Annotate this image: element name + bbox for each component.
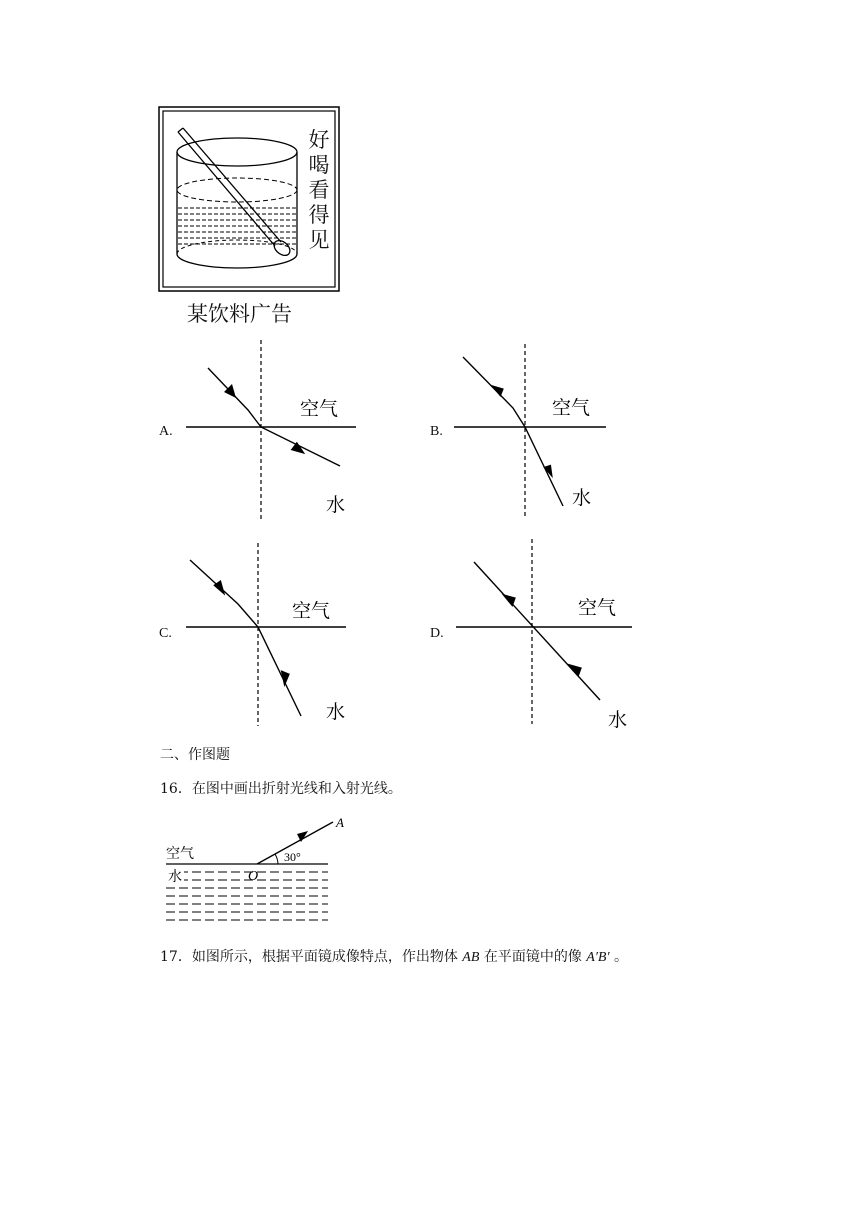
slogan-char: 见 <box>308 228 330 252</box>
slogan-char: 好 <box>308 128 330 152</box>
water-label: 水 <box>326 494 346 516</box>
option-a-diagram <box>180 336 370 526</box>
option-c-letter: C. <box>159 626 172 641</box>
option-a-letter: A. <box>159 424 173 439</box>
slogan-char: 喝 <box>308 153 330 177</box>
option-d-diagram <box>450 536 650 732</box>
air-label: 空气 <box>292 600 331 622</box>
water-label: 水 <box>326 701 346 723</box>
q17-middle: 在平面镜中的像 <box>479 949 587 965</box>
q16-diagram <box>158 814 358 926</box>
ad-caption: 某饮料广告 <box>187 302 292 326</box>
option-b-diagram <box>450 340 640 530</box>
water-label: 水 <box>608 709 628 731</box>
water-label: 水 <box>168 869 182 885</box>
point-a-label: A <box>336 815 344 830</box>
question-16-text: 16．在图中画出折射光线和入射光线。 <box>160 781 402 797</box>
q17-prefix: 17．如图所示，根据平面镜成像特点，作出物体 <box>160 949 463 965</box>
point-o-label: O <box>248 869 259 884</box>
q17-image-ab: A′B′ <box>586 950 610 965</box>
q17-suffix: 。 <box>609 949 628 965</box>
air-label: 空气 <box>166 846 194 862</box>
option-b-letter: B. <box>430 424 443 439</box>
angle-label: 30° <box>284 850 301 864</box>
option-d-letter: D. <box>430 626 444 641</box>
option-c-diagram <box>180 540 370 730</box>
slogan-char: 看 <box>308 178 330 202</box>
water-label: 水 <box>572 487 592 509</box>
question-17-text <box>160 946 628 966</box>
section-title: 二、作图题 <box>160 747 230 763</box>
q17-object-ab: AB <box>462 950 480 965</box>
ad-slogan <box>304 128 334 253</box>
ad-figure <box>158 106 340 292</box>
slogan-char: 得 <box>308 203 330 227</box>
air-label: 空气 <box>578 597 617 619</box>
air-label: 空气 <box>300 398 339 420</box>
air-label: 空气 <box>552 397 591 419</box>
